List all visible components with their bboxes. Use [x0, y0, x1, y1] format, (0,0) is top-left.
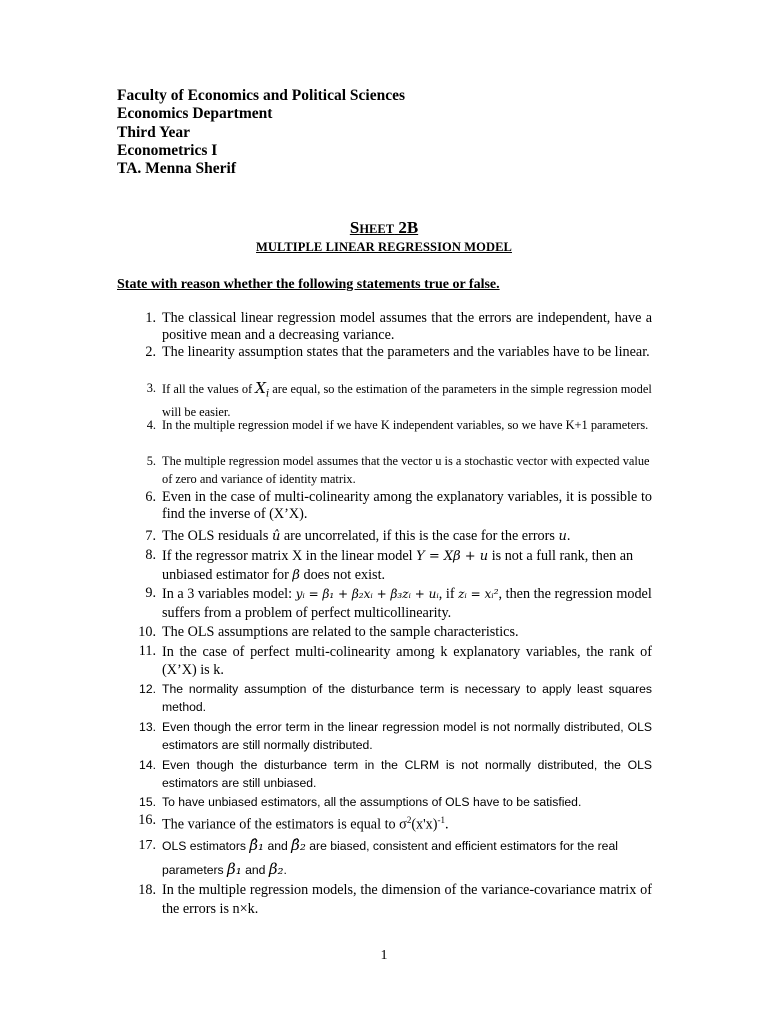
year-line: Third Year	[117, 123, 191, 141]
sheet-title-rest: HEET	[359, 222, 395, 236]
sheet-title-number: 2B	[394, 218, 419, 237]
item-number: 18.	[138, 882, 156, 898]
item-text: The OLS assumptions are related to the sample characteristics.	[162, 624, 519, 640]
item-number: 1.	[145, 310, 156, 326]
item-number: 10.	[138, 624, 156, 640]
item-text: , then the regression model suffers from a problem of perfect multicollinearity.	[162, 586, 652, 621]
item-number: 6.	[145, 489, 156, 505]
item-text: Even though the disturbance term in the CLRM is not normally distributed, the OLS estimators are still unbiased.	[162, 758, 652, 790]
list-item	[134, 344, 652, 361]
item-text: Even in the case of multi-colinearity among the explanatory variables, it is possible to find the inverse of (X’X).	[162, 489, 652, 522]
item-number: 7.	[145, 528, 156, 544]
item-text: In the multiple regression model if we have K independent variables, so we have K+1 parameters.	[162, 418, 649, 432]
sheet-title	[0, 218, 768, 238]
list-item	[134, 528, 652, 545]
list-item	[134, 793, 652, 811]
item-number: 13.	[139, 720, 156, 734]
item-text: The normality assumption of the disturbance term is necessary to apply least squares method.	[162, 682, 652, 714]
list-item	[134, 489, 652, 523]
list-item	[134, 680, 652, 716]
item-number: 3.	[146, 381, 156, 395]
item-text: If all the values of	[162, 382, 256, 396]
item-text: are uncorrelated, if this is the case for the errors	[280, 528, 559, 544]
item-number: 14.	[139, 758, 156, 772]
item-text: The classical linear regression model assumes that the errors are independent, have a positive mean and a decreasing variance.	[162, 310, 652, 343]
sheet-subtitle: MULTIPLE LINEAR REGRESSION MODEL	[256, 240, 512, 254]
item-number: 8.	[145, 547, 156, 563]
math-formula: Y = Xβ + u	[416, 549, 489, 564]
ta-line: TA. Menna Sherif	[117, 160, 236, 178]
list-item	[134, 624, 652, 641]
item-text: , if	[438, 586, 459, 602]
item-number: 11.	[138, 643, 156, 659]
item-number: 9.	[145, 585, 156, 601]
beta-1-symbol: β₁	[227, 860, 242, 878]
list-item	[134, 834, 652, 882]
item-number: 5.	[146, 454, 156, 468]
item-text: and	[241, 863, 269, 877]
math-symbol: û	[271, 529, 281, 544]
item-text: (x'x)	[411, 816, 438, 833]
item-text: In a 3 variables model:	[162, 586, 296, 602]
list-item	[134, 310, 652, 344]
department-line: Economics Department	[117, 105, 273, 123]
item-text: does not exist.	[299, 567, 386, 583]
faculty-line: Faculty of Economics and Political Sciences	[117, 87, 406, 104]
math-symbol: β	[292, 568, 300, 583]
superscript: 2	[406, 815, 412, 825]
course-line: Econometrics I	[117, 141, 218, 159]
item-text: If the regressor matrix X in the linear model	[162, 548, 417, 564]
item-number: 12.	[139, 682, 156, 696]
item-text: The multiple regression model assumes that the vector u is a stochastic vector with expected value of zero and variance of identity matrix.	[162, 454, 650, 486]
item-text: In the multiple regression models, the dimension of the variance-covariance matrix of the errors is n×k.	[162, 882, 652, 917]
item-number: 17.	[138, 838, 156, 853]
item-number: 16.	[138, 812, 156, 828]
list-item	[134, 881, 652, 919]
item-text: To have unbiased estimators, all the assumptions of OLS have to be satisfied.	[162, 795, 582, 809]
item-text: is not a full rank, then an unbiased estimator for	[162, 548, 634, 583]
math-subscript: i	[265, 388, 270, 400]
page-number: 1	[380, 948, 388, 963]
list-item	[134, 718, 652, 754]
item-number: 2.	[145, 344, 156, 360]
math-formula: zᵢ = xᵢ²	[458, 587, 499, 601]
beta-hat-1-symbol: β̂₁	[249, 836, 265, 854]
document-header	[117, 87, 405, 178]
item-text: are biased, consistent and efficient estimators for the real parameters	[162, 839, 618, 877]
list-item	[134, 416, 652, 434]
item-text: In the case of perfect multi-colinearity among k explanatory variables, the rank of (X’X) is k.	[162, 644, 652, 678]
list-item	[134, 547, 652, 585]
list-item	[134, 643, 652, 679]
item-text: .	[283, 863, 287, 877]
list-item	[134, 452, 652, 488]
item-text: and	[264, 839, 292, 853]
item-text: The OLS residuals	[162, 528, 272, 544]
item-text: .	[445, 816, 449, 833]
item-number: 15.	[139, 795, 156, 809]
beta-hat-2-symbol: β̂₂	[291, 836, 306, 854]
item-text: The linearity assumption states that the parameters and the variables have to be linear.	[162, 344, 650, 360]
math-formula: yᵢ = β₁ + β₂xᵢ + β₃zᵢ + uᵢ	[295, 587, 439, 601]
instruction: State with reason whether the following statements true or false.	[117, 277, 500, 292]
list-item	[134, 585, 652, 623]
list-item	[134, 812, 652, 834]
math-symbol: u	[558, 529, 567, 544]
math-symbol: X	[255, 379, 266, 397]
superscript: -1	[437, 815, 446, 825]
item-text: are equal, so the estimation of the parameters in the simple regression model will be easier.	[162, 382, 652, 420]
item-text: Even though the error term in the linear regression model is not normally distributed, OLS estimators are still normally distributed.	[162, 720, 652, 752]
item-text: OLS estimators	[162, 839, 250, 853]
list-item	[134, 756, 652, 792]
sheet-title-initial: S	[349, 218, 360, 237]
item-number: 4.	[146, 418, 156, 432]
beta-2-symbol: β₂	[268, 860, 284, 878]
item-text: The variance of the estimators is equal to σ	[162, 816, 407, 833]
item-text: .	[566, 528, 571, 544]
